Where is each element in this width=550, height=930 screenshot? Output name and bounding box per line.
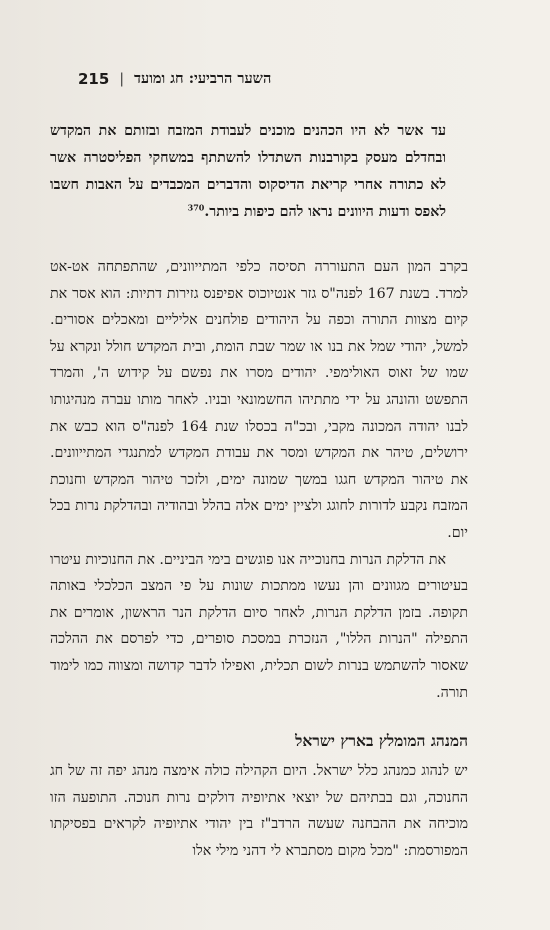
running-title: השער הרביעי: חג ומועד bbox=[134, 70, 272, 87]
block-quote bbox=[50, 118, 446, 226]
footnote-marker: 370 bbox=[187, 202, 205, 213]
paragraph-2: את הדלקת הנרות בחנוכייה אנו פוגשים בימי הביניים. את החנוכיות עיטרו בעיטורים מגוונים והן נעשו ממתכות שונות על פי המצב הכלכלי באותה תקופה. בזמן הדלקת הנרות, לאחר סיום הדלקת הנר הראשון, אומרים את התפילה "הנרות הללו", הנזכרת במסכת סופרים, כדי לפרסם את ההלכה שאסור להשתמש בנרות לשום תכלית, ואפילו לדבר קדושה ומצווה כמו לימוד תורה. bbox=[50, 551, 468, 701]
page-header bbox=[78, 70, 478, 88]
section-heading: המנהג המומלץ בארץ ישראל bbox=[295, 731, 468, 751]
page-body bbox=[50, 108, 468, 864]
quote-text: עד אשר לא היו הכהנים מוכנים לעבודת המזבח ובזותם את המקדש ובחדלם מעסק בקורבנות השתדלו להשתתף במשחקי הפליסטרה אשר לא כתורה אחרי קריאת הדיסקוס והדברים המכבדים על האבות חשבו לאפס ודעות היוונים נראו להם כיפות ביותר. bbox=[50, 123, 446, 220]
header-separator: | bbox=[119, 71, 125, 87]
page-number: 215 bbox=[78, 70, 110, 88]
paragraph-1: בקרב המון העם התעוררה תסיסה כלפי המתייוונים, שהתפתחה אט-אט למרד. בשנת 167 לפנה"ס גזר אנטיוכוס אפיפנס גזירות דתיות: הוא אסר את קיום מצוות התורה וכפה על היהודים פולחנים אליליים ומאכלים אסורים. למשל, יהודי שמל את בנו או שמר שבת הומת, ובית המקדש חולל ונקרא על שמו של זאוס האולימפי. יהודים מסרו את נפשם על קידוש ה', והמרד התפשט והונהג על ידי מתתיהו החשמונאי ובניו. לאחר מותו עברה מנהיגותו לבנו יהודה המכונה מקבי, ובכ"ה בכסלו שנת 164 לפנה"ס הוא כבש את ירושלים, טיהר את המקדש ומסר את עבודת המקדש למתנגדי המתייוונים. את טיהור המקדש חגגו במשך שמונה ימים, ולזכר טיהור המקדש וחנוכת המזבח נקבע לדורות לחוגג ולציין ימים אלה בהלל ובהודיה ובהדלקת נרות בכל יום. bbox=[50, 259, 468, 541]
section-paragraph: יש לנהוג כמנהג כלל ישראל. היום הקהילה כולה אימצה מנהג יפה זה של חג החנוכה, וגם בבתיהם של יוצאי אתיופיה דולקים נרות חנוכה. התופעה הזו מוכיחה את ההבחנה שעשה הרדב"ז בין יהודי אתיופיה לקראים בפסיקתו המפורסמת: "מכל מקום מסתברא לי דהני מילי אלו bbox=[50, 763, 468, 859]
